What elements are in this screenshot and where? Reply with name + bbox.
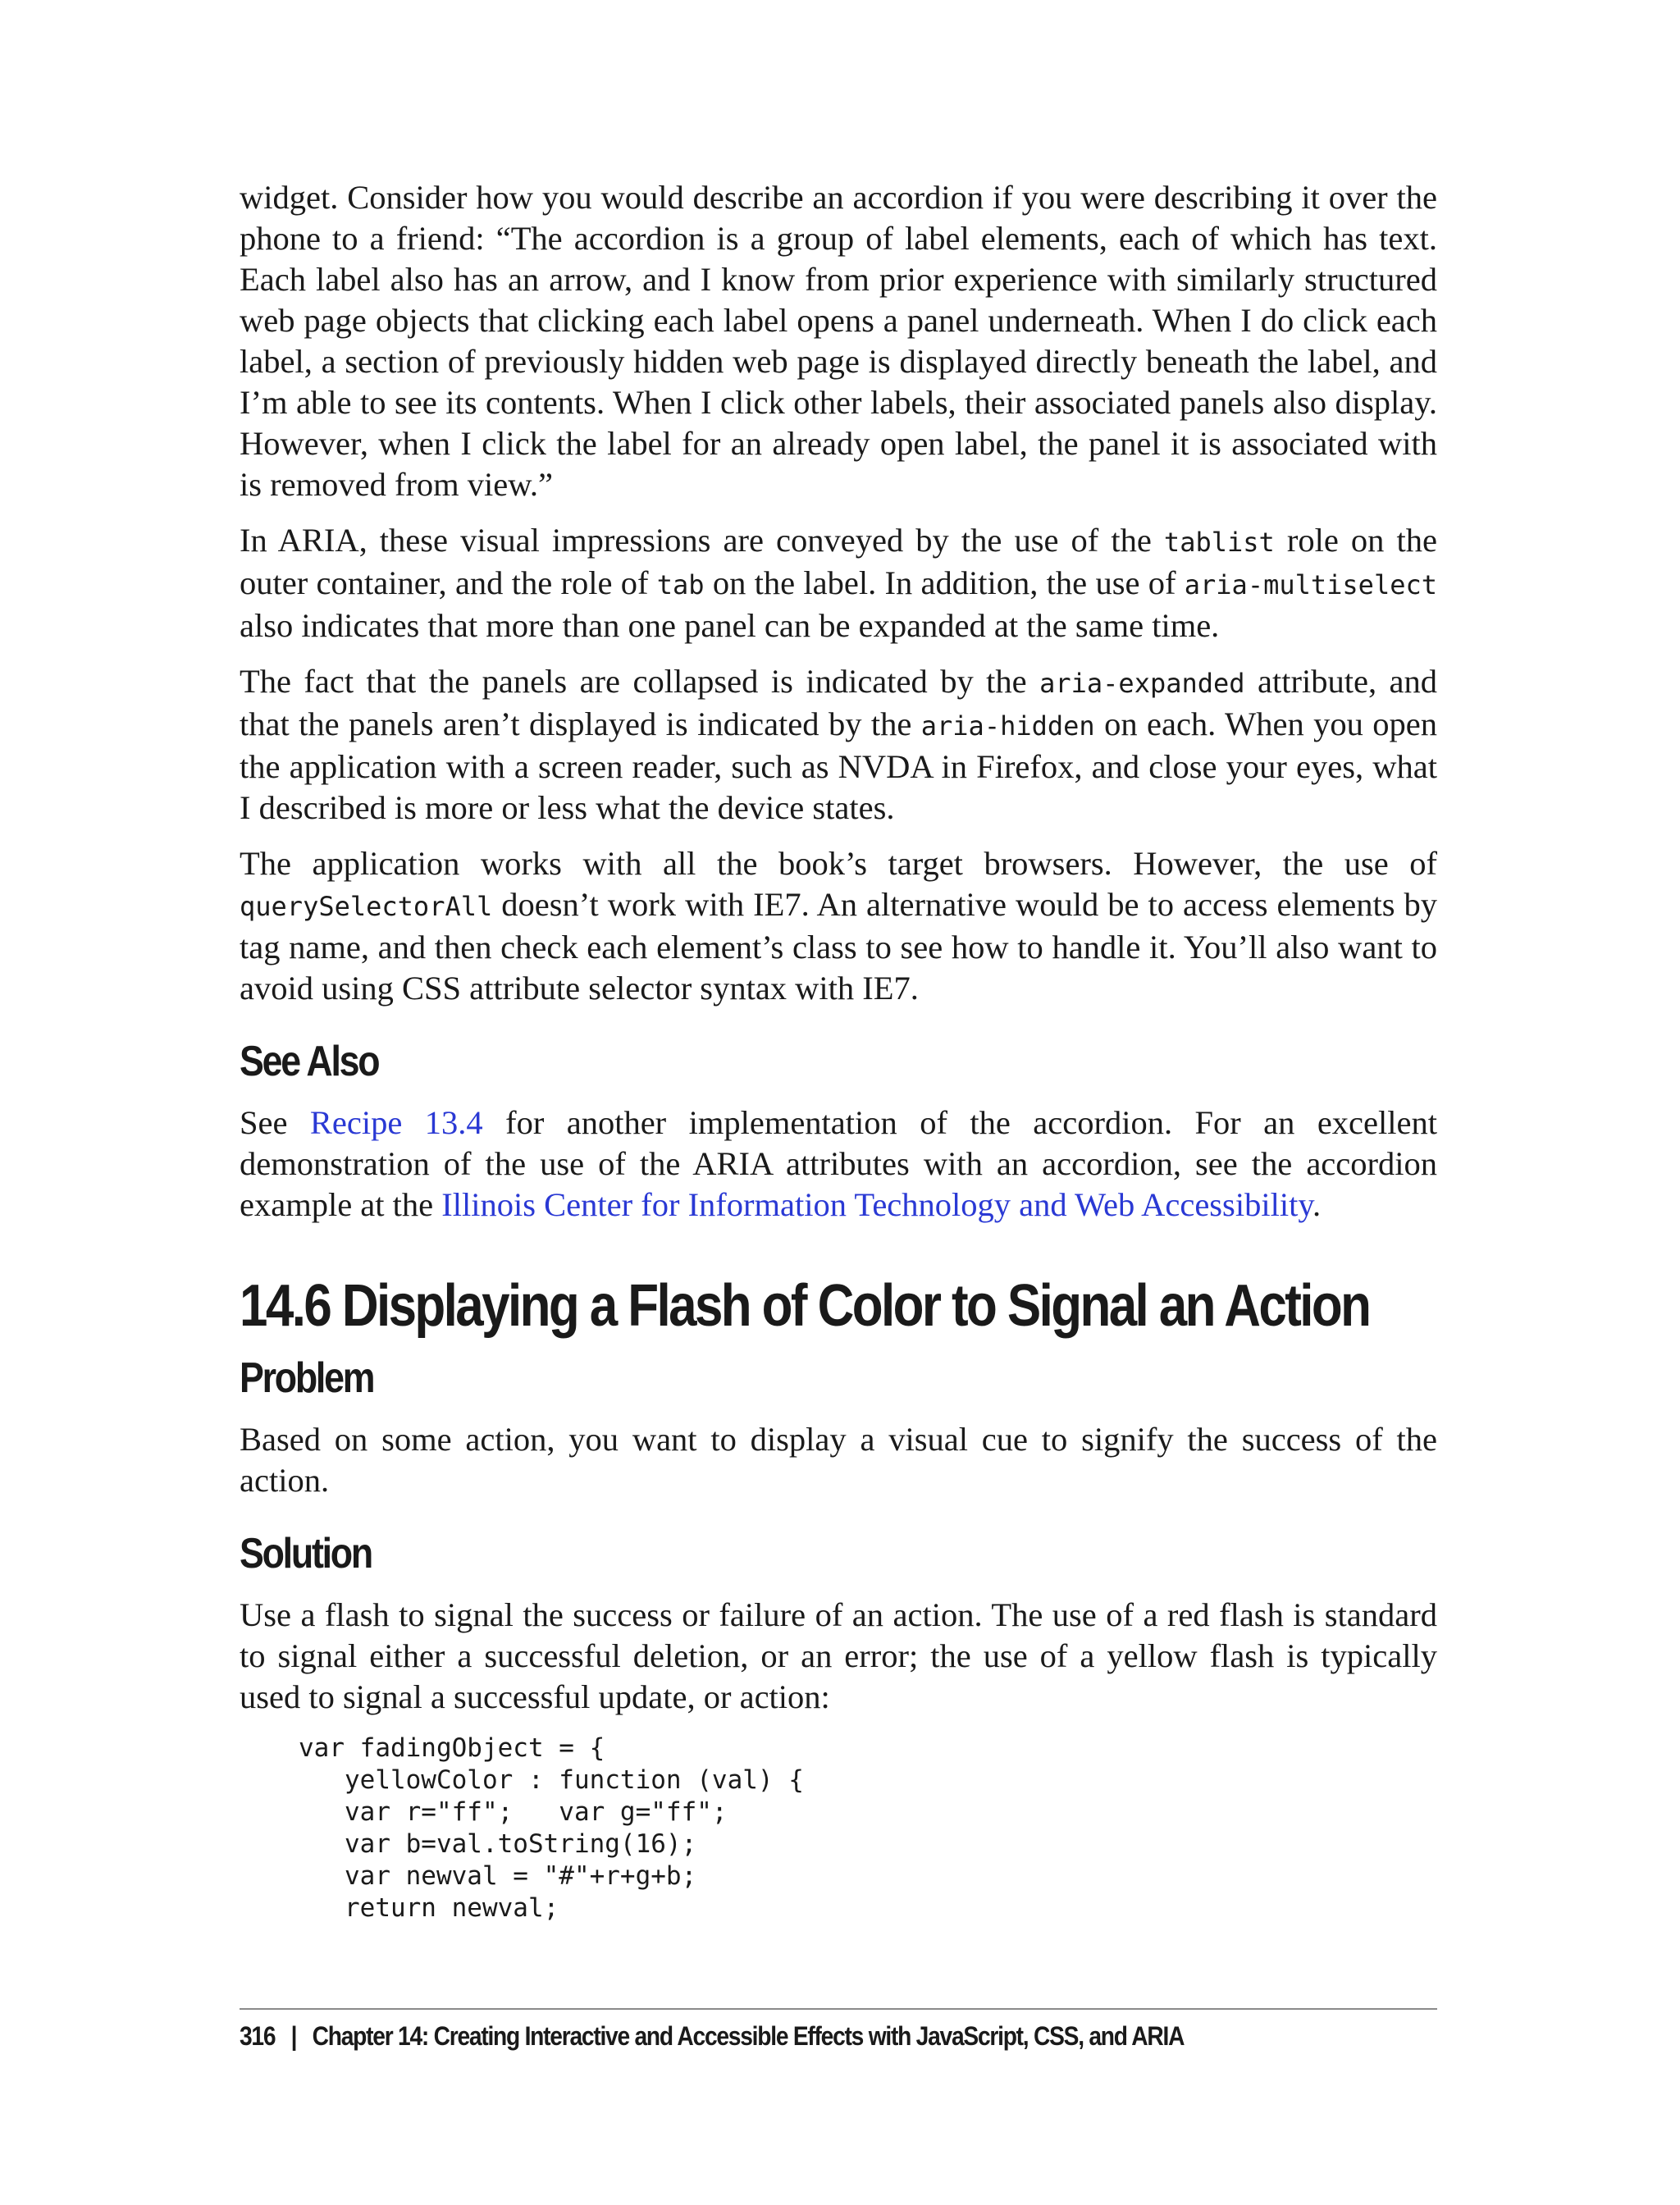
paragraph-see-also <box>240 1102 1437 1226</box>
text: In ARIA, these visual impressions are conveyed by the use of the <box>240 522 1164 559</box>
text: doesn’t work with IE7. An alternative would be to access elements by tag name, and then check each element’s class to see how to handle it. You’ll also want to avoid using CSS attribute selector syntax with IE7. <box>240 886 1437 1007</box>
code-queryselectorall: querySelectorAll <box>240 891 493 922</box>
text: for another implementation of the accordion. For an excellent demonstration of the use of the ARIA attributes with an accordion, see the accordion example at the <box>240 1104 1437 1223</box>
chapter-title: Chapter 14: Creating Interactive and Accessible Effects with JavaScript, CSS, and ARIA <box>312 2021 1185 2051</box>
page-number: 316 <box>240 2021 276 2051</box>
text: on the label. In addition, the use of <box>704 564 1185 601</box>
code-block: var fadingObject = { yellowColor : function (val) { var r="ff"; var g="ff"; var b=val.toString(16); var newval = "#"+r+g+b; return newval; <box>299 1733 804 1923</box>
heading-see-also: See Also <box>240 1038 379 1085</box>
page-content <box>240 177 1437 1924</box>
text: See <box>240 1104 310 1141</box>
text: The application works with all the book’s target browsers. However, the use of <box>240 845 1437 882</box>
code-aria-hidden: aria-hidden <box>920 710 1095 742</box>
paragraph-browser-support <box>240 843 1437 1009</box>
text: The fact that the panels are collapsed is indicated by the <box>240 663 1040 700</box>
link-illinois-center[interactable]: Illinois Center for Information Technology and Web Accessibility <box>441 1186 1312 1223</box>
text: on each. When you open the application with a screen reader, such as NVDA in Firefox, and close your eyes, what I described is more or less what the device states. <box>240 705 1437 826</box>
paragraph-accordion-description: widget. Consider how you would describe an accordion if you were describing it over the phone to a friend: “The accordion is a group of label elements, each of which has text. Each label also has an arrow, and I know from prior experience with similarly structured web page objects that clicking each label opens a panel underneath. When I do click each label, a section of previously hidden web page is displayed directly beneath the label, and I’m able to see its contents. When I click other labels, their associated panels also display. However, when I click the label for an already open label, the panel it is associated with is removed from view.” <box>240 179 1437 503</box>
heading-solution: Solution <box>240 1530 372 1577</box>
heading-problem: Problem <box>240 1354 374 1402</box>
code-aria-expanded: aria-expanded <box>1039 668 1245 699</box>
text: also indicates that more than one panel can be expanded at the same time. <box>240 607 1220 644</box>
code-aria-multiselect: aria-multiselect <box>1184 569 1437 600</box>
footer-separator: | <box>290 2021 297 2051</box>
code-tab: tab <box>656 569 705 600</box>
text: role on the outer container, and the role of <box>240 522 1437 601</box>
paragraph-aria-expanded <box>240 661 1437 829</box>
recipe-title: 14.6 Displaying a Flash of Color to Signal an Action <box>240 1273 1370 1339</box>
link-recipe-13-4[interactable]: Recipe 13.4 <box>309 1104 483 1141</box>
footer-divider <box>240 2008 1437 2010</box>
text: . <box>1312 1186 1322 1223</box>
paragraph-aria-roles <box>240 520 1437 646</box>
paragraph-problem: Based on some action, you want to display a visual cue to signify the success of the action. <box>240 1421 1437 1499</box>
code-tablist: tablist <box>1163 527 1275 558</box>
text: attribute, and that the panels aren’t displayed is indicated by the <box>240 663 1437 742</box>
page-footer <box>240 2020 1184 2052</box>
paragraph-solution: Use a flash to signal the success or failure of an action. The use of a red flash is standard to signal either a successful deletion, or an error; the use of a yellow flash is typically used to signal a successful update, or action: <box>240 1596 1437 1715</box>
